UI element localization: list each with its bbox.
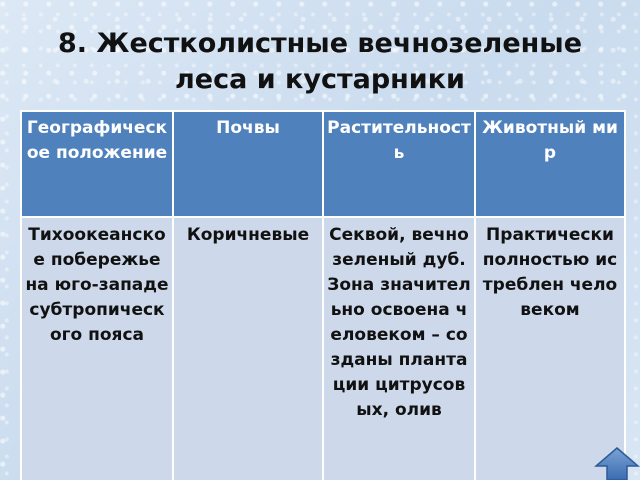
slide-title-line-1: 8. Жестколистные вечнозеленые [57,28,583,59]
up-arrow-icon [594,446,640,480]
table-container [20,110,624,480]
up-arrow-button[interactable] [594,446,640,480]
header-fauna: Животный мир [475,111,625,217]
header-vegetation: Растительность [323,111,475,217]
forest-table [20,110,626,480]
cell-fauna: Практически полностью истреблен человеком [475,217,625,480]
slide-title [0,26,640,98]
cell-geographic-position: Тихоокеанское побережье на юго-западе субтропического пояса [21,217,173,480]
cell-vegetation: Секвой, вечнозеленый дуб. Зона значительно освоена человеком – созданы плантации цитрусовых, олив [323,217,475,480]
table-row [21,217,625,480]
header-geographic-position: Географическое положение [21,111,173,217]
slide-title-line-2: леса и кустарники [175,64,465,95]
table-header-row [21,111,625,217]
cell-soils: Коричневые [173,217,323,480]
header-soils: Почвы [173,111,323,217]
